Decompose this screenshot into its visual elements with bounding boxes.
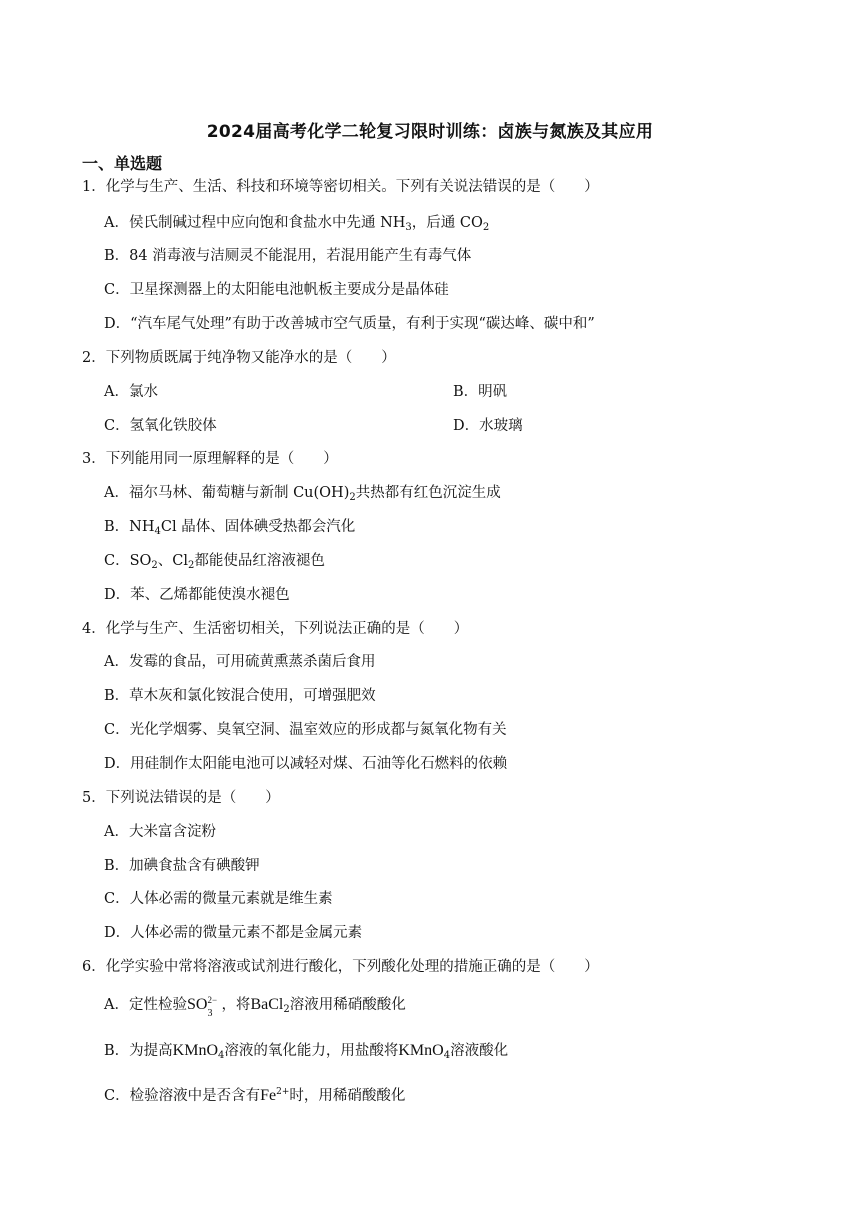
question-1-option-c: C．卫星探测器上的太阳能电池帆板主要成分是晶体硅 bbox=[104, 282, 449, 298]
question-1-option-b: B．84 消毒液与洁厕灵不能混用，若混用能产生有毒气体 bbox=[104, 248, 472, 264]
subscript: 3 bbox=[207, 1008, 213, 1019]
sulfite-ion-formula bbox=[186, 995, 218, 1019]
option-text: C．检验溶液中是否含有 bbox=[104, 1088, 261, 1104]
question-6-option-c bbox=[104, 1086, 405, 1106]
question-3-option-b bbox=[104, 517, 355, 537]
option-text: 溶液用稀硝酸酸化 bbox=[289, 997, 406, 1013]
question-3-option-c bbox=[104, 551, 325, 571]
question-6-option-a bbox=[104, 995, 406, 1019]
formula-text: SO bbox=[186, 996, 208, 1013]
subscript: 2 bbox=[283, 1004, 290, 1015]
question-4-option-b: B．草木灰和氯化铵混合使用，可增强肥效 bbox=[104, 688, 376, 704]
question-3-option-d: D．苯、乙烯都能使溴水褪色 bbox=[104, 587, 290, 603]
subscript: 2 bbox=[151, 560, 158, 571]
question-1-option-d: D．“汽车尾气处理”有助于改善城市空气质量，有利于实现“碳达峰、碳中和” bbox=[104, 316, 595, 332]
formula-text: KMnO bbox=[398, 1042, 444, 1059]
option-text: 都能使品红溶液褪色 bbox=[194, 553, 325, 569]
subscript: 2 bbox=[482, 222, 490, 233]
question-4-option-a: A．发霉的食品，可用硫黄熏蒸杀菌后食用 bbox=[104, 654, 376, 670]
option-text: A．定性检验 bbox=[104, 997, 187, 1013]
option-text: 共热都有红色沉淀生成 bbox=[355, 485, 501, 501]
question-5-option-d: D．人体必需的微量元素不都是金属元素 bbox=[104, 925, 363, 941]
document-title: 2024届高考化学二轮复习限时训练：卤族与氮族及其应用 bbox=[206, 122, 654, 142]
question-1-stem: 1．化学与生产、生活、科技和环境等密切相关。下列有关说法错误的是（ ） bbox=[82, 179, 599, 195]
option-text: B．为提高 bbox=[104, 1043, 173, 1059]
subscript: 3 bbox=[405, 222, 412, 233]
subscript: 4 bbox=[443, 1050, 451, 1061]
option-text: ，将 bbox=[221, 997, 251, 1013]
subscript: 4 bbox=[218, 1050, 225, 1061]
question-5-option-b: B．加碘食盐含有碘酸钾 bbox=[104, 858, 260, 874]
charge-superscript: 2− bbox=[207, 995, 218, 1005]
option-text: B．NH bbox=[104, 519, 155, 535]
option-text: A．福尔马林、葡萄糖与新制 Cu(OH) bbox=[104, 485, 350, 501]
question-3-option-a bbox=[104, 483, 501, 503]
subscript: 2 bbox=[349, 492, 356, 503]
question-2-option-d: D．水玻璃 bbox=[453, 418, 523, 434]
question-5-stem: 5．下列说法错误的是（ ） bbox=[82, 790, 280, 806]
option-text: 时，用稀硝酸酸化 bbox=[289, 1088, 406, 1104]
question-4-stem: 4．化学与生产、生活密切相关，下列说法正确的是（ ） bbox=[82, 621, 469, 637]
option-text: C．SO bbox=[104, 553, 152, 569]
section-heading: 一、单选题 bbox=[82, 154, 163, 173]
formula-text: BaCl bbox=[250, 996, 284, 1013]
option-text: Cl 晶体、固体碘受热都会汽化 bbox=[160, 519, 356, 535]
charge-superscript: 2+ bbox=[276, 1087, 290, 1097]
question-2-stem: 2．下列物质既属于纯净物又能净水的是（ ） bbox=[82, 350, 396, 366]
question-6-stem: 6．化学实验中常将溶液或试剂进行酸化，下列酸化处理的措施正确的是（ ） bbox=[82, 959, 599, 975]
question-2-option-b: B．明矾 bbox=[453, 384, 508, 400]
question-4-option-c: C．光化学烟雾、臭氧空洞、温室效应的形成都与氮氧化物有关 bbox=[104, 722, 507, 738]
subscript: 2 bbox=[188, 560, 195, 571]
formula-text: KMnO bbox=[172, 1042, 218, 1059]
question-5-option-a: A．大米富含淀粉 bbox=[104, 824, 216, 840]
subscript: 4 bbox=[154, 526, 161, 537]
question-1-option-a bbox=[104, 213, 489, 233]
question-6-option-b bbox=[104, 1041, 508, 1061]
question-4-option-d: D．用硅制作太阳能电池可以减轻对煤、石油等化石燃料的依赖 bbox=[104, 756, 508, 772]
option-text: 溶液的氧化能力，用盐酸将 bbox=[224, 1043, 399, 1059]
formula-text: Fe bbox=[260, 1087, 277, 1104]
question-3-stem: 3．下列能用同一原理解释的是（ ） bbox=[82, 451, 338, 467]
question-2-option-c: C．氢氧化铁胶体 bbox=[104, 418, 217, 434]
option-text: 、Cl bbox=[157, 553, 189, 569]
option-text: A．侯氏制碱过程中应向饱和食盐水中先通 NH bbox=[104, 215, 406, 231]
option-text: 溶液酸化 bbox=[450, 1043, 509, 1059]
question-2-option-a: A．氯水 bbox=[104, 384, 158, 400]
option-text: ，后通 CO bbox=[411, 215, 483, 231]
question-5-option-c: C．人体必需的微量元素就是维生素 bbox=[104, 891, 333, 907]
